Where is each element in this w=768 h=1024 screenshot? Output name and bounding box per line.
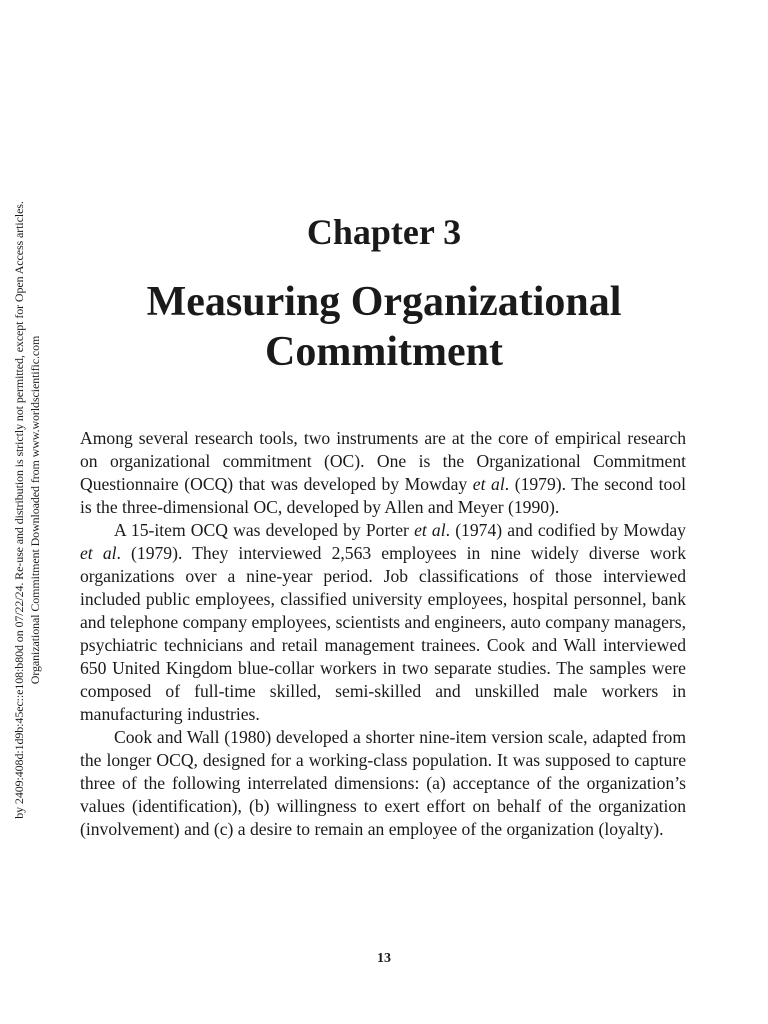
page-number: 13 — [377, 951, 391, 966]
chapter-title-line-1: Measuring Organizational — [146, 279, 622, 325]
side-notice-line-2: Organizational Commitment Downloaded from www.worldscientific.com — [28, 335, 42, 685]
paragraph-1: Among several research tools, two instruments are at the core of empirical research on organizational commitment (OC). One is the Organizational Commitment Questionnaire (OCQ) that was developed by Mowday et al. (1979). The second tool is the three-dimensional OC, developed by Allen and Meyer (1990). — [80, 428, 687, 517]
et-al-italic: et al — [414, 520, 446, 540]
chapter-label: Chapter 3 — [306, 212, 462, 252]
side-notice-line-1: by 2409:408d:1d9b:45ec::e108:b80d on 07/22/24. Re-use and distribution is strictly not permitted, except for Open Access articles. — [12, 201, 26, 819]
et-al-italic: et al — [80, 543, 117, 563]
paragraph-3: Cook and Wall (1980) developed a shorter nine-item version scale, adapted from the longer OCQ, designed for a working-class population. It was supposed to capture three of the following interrelated dimensions: (a) acceptance of the organization’s values (identification), (b) willingness to exert effort on behalf of the organization (involvement) and (c) a desire to remain an employee of the organization (loyalty). — [80, 727, 686, 839]
paragraph-2: A 15-item OCQ was developed by Porter et al. (1974) and codified by Mowday et al. (1979). They interviewed 2,563 employees in nine widely diverse work organizations over a nine-year period. Job classifications of those interviewed included public employees, classified university employees, hospital personnel, bank and telephone company employees, scientists and engineers, auto company managers, psychiatric technicians and retail management trainees. Cook and Wall interviewed 650 United Kingdom blue-collar workers in two separate studies. The samples were composed of full-time skilled, semi-skilled and unskilled male workers in manufacturing industries. — [80, 520, 687, 724]
body-text — [80, 427, 686, 841]
chapter-title-line-2: Commitment — [265, 329, 503, 375]
et-al-italic: et al — [472, 474, 505, 494]
chapter-title — [0, 277, 768, 377]
